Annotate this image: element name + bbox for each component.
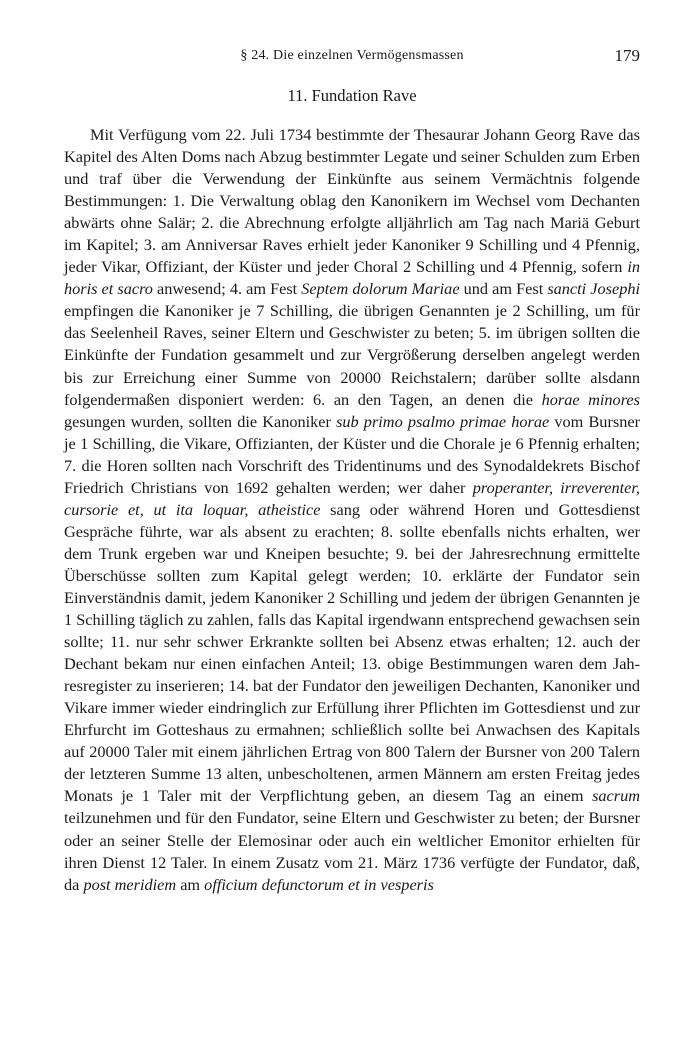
latin-phrase: officium defunctorum et in vesperis (204, 874, 434, 894)
latin-phrase: sancti Josephi (547, 279, 641, 299)
page-number: 179 (614, 46, 640, 65)
body-text (64, 124, 640, 896)
text-segment: vom Bursner je 1 Schilling, die Vikare, Offizianten, der Küster und die Chorale je 6 Pfennig erhalten; 7. die Horen sollten nach Vorschrift des Tridentinums und des Synodaldekrets Bischof Friedrich Christians von 1692 gehalten werden; wer daher (64, 411, 640, 497)
text-segment: gesungen wurden, sollten die Kanoniker (64, 411, 337, 431)
latin-phrase: properanter, irreverenter, cursorie et, ut ita loquar, atheistice (64, 477, 641, 519)
latin-phrase: Septem dolorum Mariae (301, 279, 460, 299)
latin-phrase: post meridiem (83, 874, 177, 894)
paragraph (64, 124, 640, 896)
text-segment: anwesend; 4. am Fest (152, 279, 302, 299)
latin-phrase: in horis et sacro (64, 257, 640, 299)
latin-phrase: sacrum (592, 786, 640, 806)
text-segment: sang oder während Horen und Gottesdienst Gespräche führte, war als absent zu erachten; 8. sollte ebenfalls nichts erhalten, wer dem Trunk ergeben war und Kneipen besuchte; 9. bei der Jahresrechnung ermittelte Überschüsse sollten zum Kapital gelegt werden; 10. erklärte der Fundator sein Einverständnis damit, jedem Kanoniker 2 Schilling und jedem der übrigen Genannten je 1 Schilling täglich zu zahlen, falls das Kapital irgendwann entsprechend gewachsen sein sollte; 11. nur sehr schwer Erkrankte sollten bei Absenz etwas erhalten; 12. auch der Dechant bekam nur einen einfachen Anteil; 13. obige Bestimmungen waren dem Jahresregister zu inserieren; 14. bat der Fundator den jeweiligen Dechanten, Kanoniker und Vikare immer wieder eindringlich zur Erfüllung ihrer Pflichten im Gottesdienst und zur Ehrfurcht im Gotteshaus zu ermahnen; schließlich sollte bei Anwachsen des Kapitals auf 20000 Taler mit einem jährlichen Ertrag von 800 Talern der Bursner von 200 Talern der letzteren Summe 13 alten, unbescholtenen, armen Männern am ersten Freitag jedes Monats je 1 Taler mit der Verpflichtung geben, an diesem Tag an einem (64, 499, 640, 806)
text-segment: Mit Verfügung vom 22. Juli 1734 bestimmte der Thesaurar Johann Georg Rave das Kapitel des Alten Doms nach Abzug bestimmter Legate und seiner Schulden zum Erben und traf über die Verwendung der Einkünfte aus seinem Vermächtnis folgende Bestimmungen: 1. Die Verwaltung oblag den Kanonikern im Wechsel vom Dechanten abwärts ohne Salär; 2. die Abrechnung erfolgte alljährlich am Tag nach Mariä Geburt im Kapitel; 3. am Anniversar Raves erhielt jeder Kanoniker 9 Schilling und 4 Pfennig, jeder Vikar, Offiziant, der Küster und jeder Choral 2 Schilling und 4 Pfennig, sofern (64, 125, 640, 277)
running-head: § 24. Die einzelnen Vermögensmassen (240, 48, 464, 63)
text-segment: empfingen die Kanoniker je 7 Schilling, die übrigen Genannten je 2 Schilling, um für das Seelenheil Raves, seiner Eltern und Geschwister zu beten; 5. im übrigen sollten die Einkünfte der Fundation gesammelt und zur Vergrößerung derselben angelegt werden bis zur Erreichung einer Summe von 20000 Reichstalern; darüber sollte alsdann folgendermaßen disponiert werden: 6. an den Tagen, an denen die (64, 301, 640, 409)
text-segment: teilzunehmen und für den Fundator, seine Eltern und Geschwister zu beten; der Bursner oder an seiner Stelle der Elemosinar oder auch ein weltlicher Emonitor erhielten für ihren Dienst 12 Taler. In einem Zusatz vom 21. März 1736 verfügte der Fundator, daß, da (64, 808, 640, 894)
latin-phrase: horae minores (541, 389, 640, 409)
text-segment: am (176, 874, 205, 894)
latin-phrase: sub primo psalmo primae horae (336, 411, 550, 431)
text-segment: und am Fest (459, 279, 548, 299)
section-title: 11. Fundation Rave (287, 86, 417, 105)
page-header (64, 46, 640, 70)
